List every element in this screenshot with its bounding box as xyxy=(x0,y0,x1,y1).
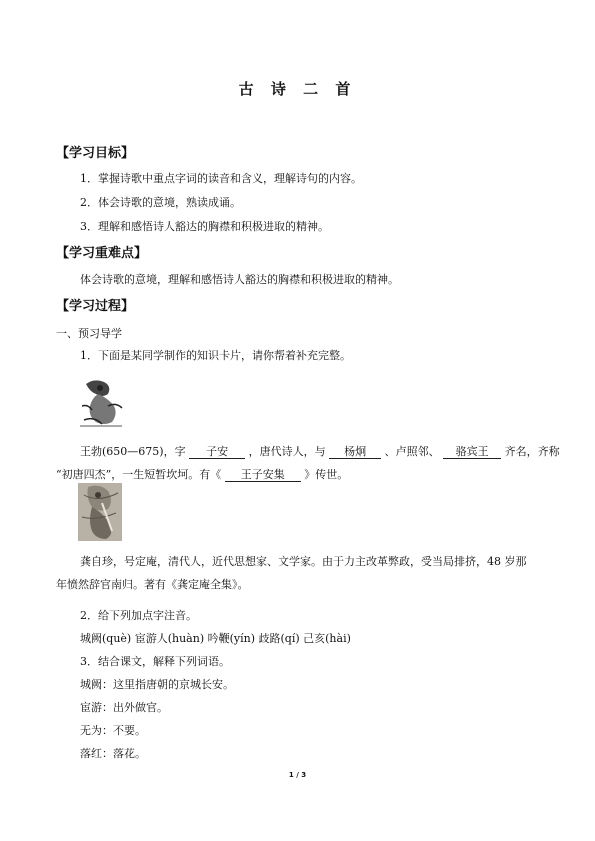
wangbo-line-2: “初唐四杰”，一生短暂坎坷。有《 王子安集 》传世。 xyxy=(56,468,349,481)
wangbo-line-1: 王勃(650—675)，字 子安 ，唐代诗人，与 杨炯 、卢照邻、 骆宾王 齐名，齐称 xyxy=(80,445,560,458)
blank-poet-1: 杨炯 xyxy=(329,446,381,459)
definition-2: 宦游：出外做官。 xyxy=(80,701,168,714)
page-number: 1 / 3 xyxy=(288,771,307,779)
gong-line-2: 年愤然辞官南归。著有《龚定庵全集》。 xyxy=(56,578,249,591)
objective-2: 2．体会诗歌的意境，熟读成诵。 xyxy=(80,196,241,209)
objective-3: 3．理解和感悟诗人豁达的胸襟和积极进取的精神。 xyxy=(80,220,329,233)
objective-1: 1．掌握诗歌中重点字词的读音和含义，理解诗句的内容。 xyxy=(80,172,362,185)
heading-key-points: 【学习重难点】 xyxy=(56,246,148,261)
blank-poet-2: 骆宾王 xyxy=(443,446,501,459)
blank-zi: 子安 xyxy=(189,446,245,459)
part1-heading: 一、预习导学 xyxy=(56,327,122,340)
heading-objectives: 【学习目标】 xyxy=(56,146,135,161)
definition-3: 无为：不要。 xyxy=(80,724,146,737)
heading-process: 【学习过程】 xyxy=(56,299,135,314)
question-3: 3．结合课文，解释下列词语。 xyxy=(80,655,230,668)
definition-1: 城阙：这里指唐朝的京城长安。 xyxy=(80,678,234,691)
question-2: 2．给下列加点字注音。 xyxy=(80,609,197,622)
pinyin-line: 城阙(què) 宦游人(huàn) 吟鞭(yín) 歧路(qí) 己亥(hài) xyxy=(80,632,351,645)
page-title: 古 诗 二 首 xyxy=(238,80,357,98)
definition-4: 落红：落花。 xyxy=(80,747,146,760)
gong-line-1: 龚自珍，号定庵，清代人，近代思想家、文学家。由于力主改革弊政，受当局排挤，48 岁那 xyxy=(80,555,527,568)
wangbo-portrait-image xyxy=(78,376,124,428)
question-1: 1．下面是某同学制作的知识卡片，请你帮着补充完整。 xyxy=(80,349,351,362)
gong-portrait-image xyxy=(78,483,122,541)
key-points-text: 体会诗歌的意境，理解和感悟诗人豁达的胸襟和积极进取的精神。 xyxy=(80,273,399,286)
blank-book: 王子安集 xyxy=(225,469,301,482)
